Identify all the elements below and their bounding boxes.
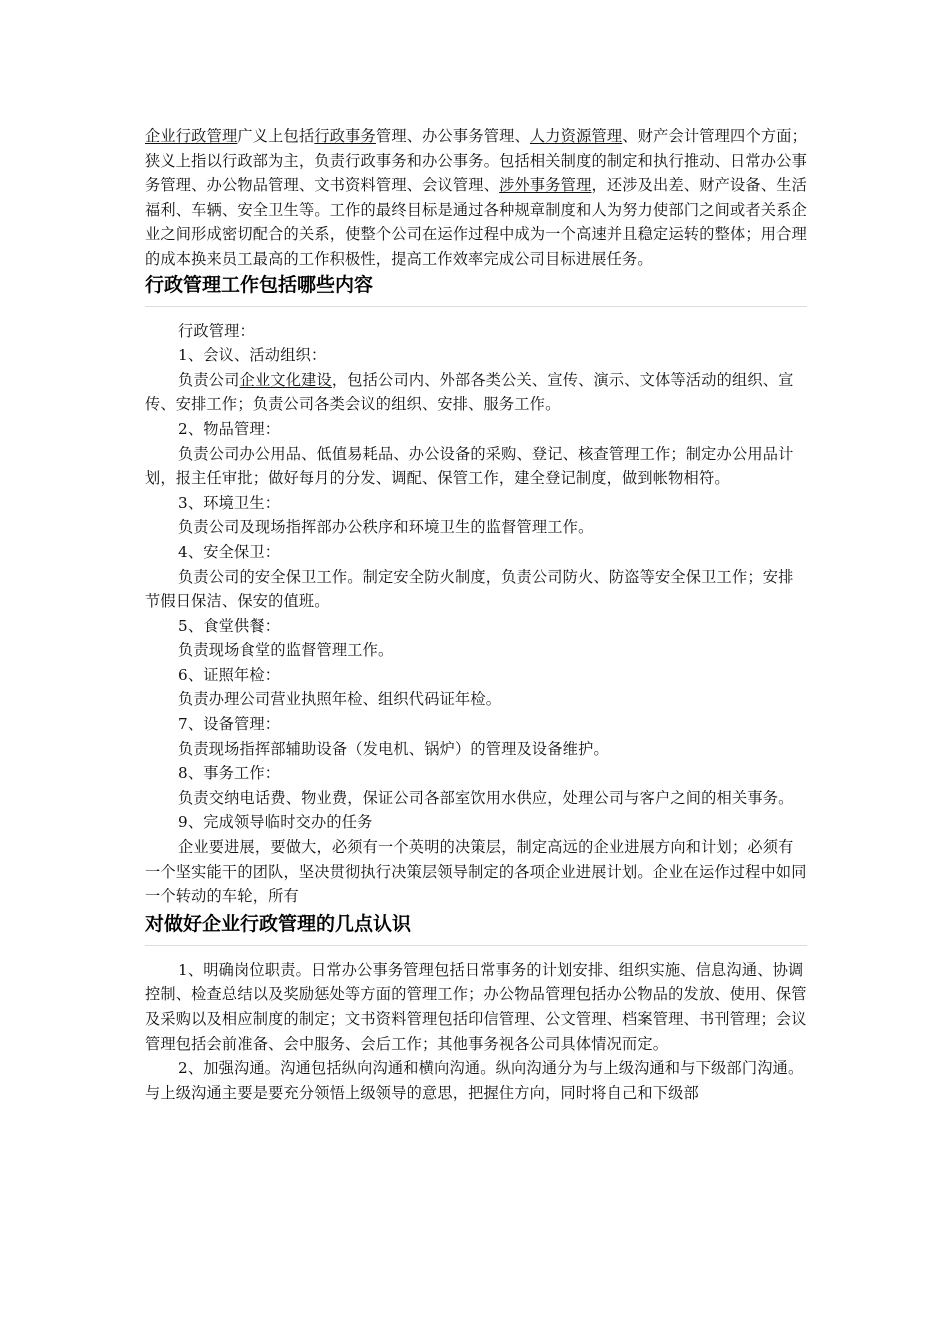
- intro-text-1: 广义上包括: [237, 127, 315, 145]
- link-admin-affairs[interactable]: 行政事务: [314, 127, 376, 145]
- link-enterprise-admin[interactable]: 企业行政管理: [145, 127, 238, 145]
- section1-title: 行政管理工作包括哪些内容: [145, 273, 374, 296]
- intro-text-2: 管理、办公事务管理、: [375, 127, 530, 145]
- section1-body: [145, 319, 807, 909]
- section1-line: 6、证照年检：: [178, 665, 281, 684]
- section1-line: 负责办理公司营业执照年检、组织代码证年检。: [178, 690, 502, 709]
- section1-line: 7、设备管理：: [178, 715, 281, 734]
- section1-heading-block: [145, 272, 807, 307]
- link-foreign-affairs[interactable]: 涉外事务管理: [499, 176, 592, 195]
- section2-paragraph: 2、加强沟通。沟通包括纵向沟通和横向沟通。纵向沟通分为与上级沟通和与下级部门沟通。与上级沟通主要是要充分领悟上级领导的意思，把握住方向，同时将自己和下级部: [145, 1059, 804, 1102]
- document-page: [145, 124, 807, 1105]
- section1-line: 1、会议、活动组织：: [178, 346, 327, 365]
- section1-line: 负责公司办公用品、低值易耗品、办公设备的采购、登记、核查管理工作；制定办公用品计划，报主任审批；做好每月的分发、调配、保管工作，建全登记制度，做到帐物相符。: [145, 444, 794, 488]
- item1-post: ，包括公司内、外部各类公关、宣传、演示、文体等活动的组织、宣传、安排工作；负责公司各类会议的组织、安排、服务工作。: [145, 370, 794, 414]
- section1-line: 负责交纳电话费、物业费，保证公司各部室饮用水供应，处理公司与客户之间的相关事务。: [178, 788, 794, 807]
- intro-text-4: ，还涉及出差、财产设备、生活福利、车辆、安全卫生等。工作的最终目标是通过各种规章制度和人为努力使部门之间或者关系企业之间形成密切配合的关系，使整个公司在运作过程中成为一个高速并且稳定运转的整体；用合理的成本换来员工最高的工作积极性，提高工作效率完成公司目标进展任务。: [145, 176, 807, 268]
- section1-item1-desc: [145, 368, 807, 417]
- link-corporate-culture[interactable]: 企业文化建设: [239, 370, 332, 389]
- section2-body: [145, 958, 807, 1106]
- intro-text-3: 、财产会计管理四个方面；狭义上指以行政部为主，负责行政事务和办公事务。包括相关制度的制定和执行推动、日常办公事务管理、办公物品管理、文书资料管理、会议管理、: [145, 127, 808, 195]
- section1-line: 负责公司及现场指挥部办公秩序和环境卫生的监督管理工作。: [178, 518, 594, 537]
- item1-pre: 负责公司: [178, 370, 240, 389]
- intro-section: [145, 124, 807, 272]
- intro-paragraph: [145, 124, 807, 272]
- section2-paragraph: 1、明确岗位职责。日常办公事务管理包括日常事务的计划安排、组织实施、信息沟通、协调控制、检查总结以及奖励惩处等方面的管理工作；办公物品管理包括办公物品的发放、使用、保管及采购以及相应制度的制定；文书资料管理包括印信管理、公文管理、档案管理、书刊管理；会议管理包括会前准备、会中服务、会后工作；其他事务视各公司具体情况而定。: [145, 960, 807, 1053]
- section1-line: 负责现场食堂的监督管理工作。: [178, 641, 394, 660]
- section1-line: 行政管理：: [178, 321, 255, 340]
- section1-line: 9、完成领导临时交办的任务: [178, 813, 373, 832]
- section1-line: 企业要进展，要做大，必须有一个英明的决策层，制定高远的企业进展方向和计划；必须有一个坚实能干的团队，坚决贯彻执行决策层领导制定的各项企业进展计划。企业在运作过程中如同一个转动的车轮，所有: [145, 838, 807, 906]
- section2-heading-block: [145, 911, 807, 946]
- section1-line: 负责现场指挥部辅助设备（发电机、锅炉）的管理及设备维护。: [178, 739, 609, 758]
- section1-line: 5、食堂供餐：: [178, 616, 281, 635]
- section1-line: 3、环境卫生：: [178, 493, 281, 512]
- section1-line: 负责公司的安全保卫工作。制定安全防火制度，负责公司防火、防盗等安全保卫工作；安排节假日保洁、保安的值班。: [145, 567, 794, 611]
- section2-title: 对做好企业行政管理的几点认识: [145, 912, 412, 935]
- section1-line: 8、事务工作：: [178, 764, 281, 783]
- section1-line: 4、安全保卫：: [178, 542, 281, 561]
- section1-line: 2、物品管理：: [178, 419, 281, 438]
- link-hr-management[interactable]: 人力资源管理: [529, 127, 623, 145]
